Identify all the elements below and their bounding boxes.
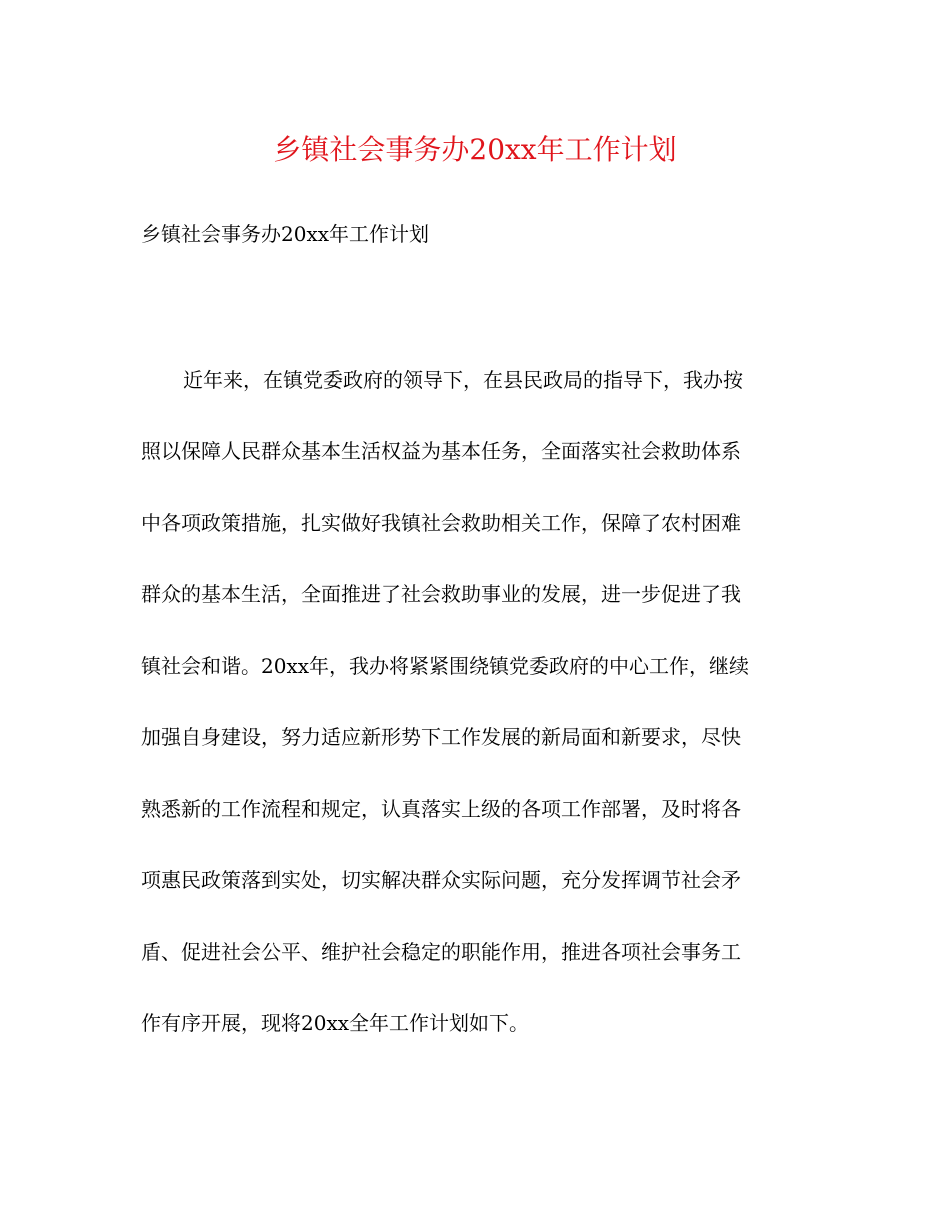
body-line-3: 中各项政策措施，扎实做好我镇社会救助相关工作，保障了农村困难	[141, 511, 741, 535]
body-line-2: 照以保障人民群众基本生活权益为基本任务，全面落实社会救助体系	[141, 439, 741, 463]
body-line-7: 熟悉新的工作流程和规定，认真落实上级的各项工作部署，及时将各	[141, 797, 741, 821]
document-subtitle: 乡镇社会事务办20xx年工作计划	[141, 222, 430, 246]
document-title: 乡镇社会事务办20xx年工作计划	[273, 133, 677, 166]
body-line-5: 镇社会和谐。20xx年，我办将紧紧围绕镇党委政府的中心工作，继续	[141, 654, 750, 678]
body-line-6: 加强自身建设，努力适应新形势下工作发展的新局面和新要求，尽快	[141, 725, 741, 749]
body-line-1: 近年来，在镇党委政府的领导下，在县民政局的指导下，我办按	[183, 368, 743, 392]
body-line-4: 群众的基本生活，全面推进了社会救助事业的发展，进一步促进了我	[141, 582, 741, 606]
body-line-9: 盾、促进社会公平、维护社会稳定的职能作用，推进各项社会事务工	[141, 940, 741, 964]
body-line-8: 项惠民政策落到实处，切实解决群众实际问题，充分发挥调节社会矛	[141, 868, 741, 892]
body-line-10: 作有序开展，现将20xx全年工作计划如下。	[141, 1011, 530, 1035]
